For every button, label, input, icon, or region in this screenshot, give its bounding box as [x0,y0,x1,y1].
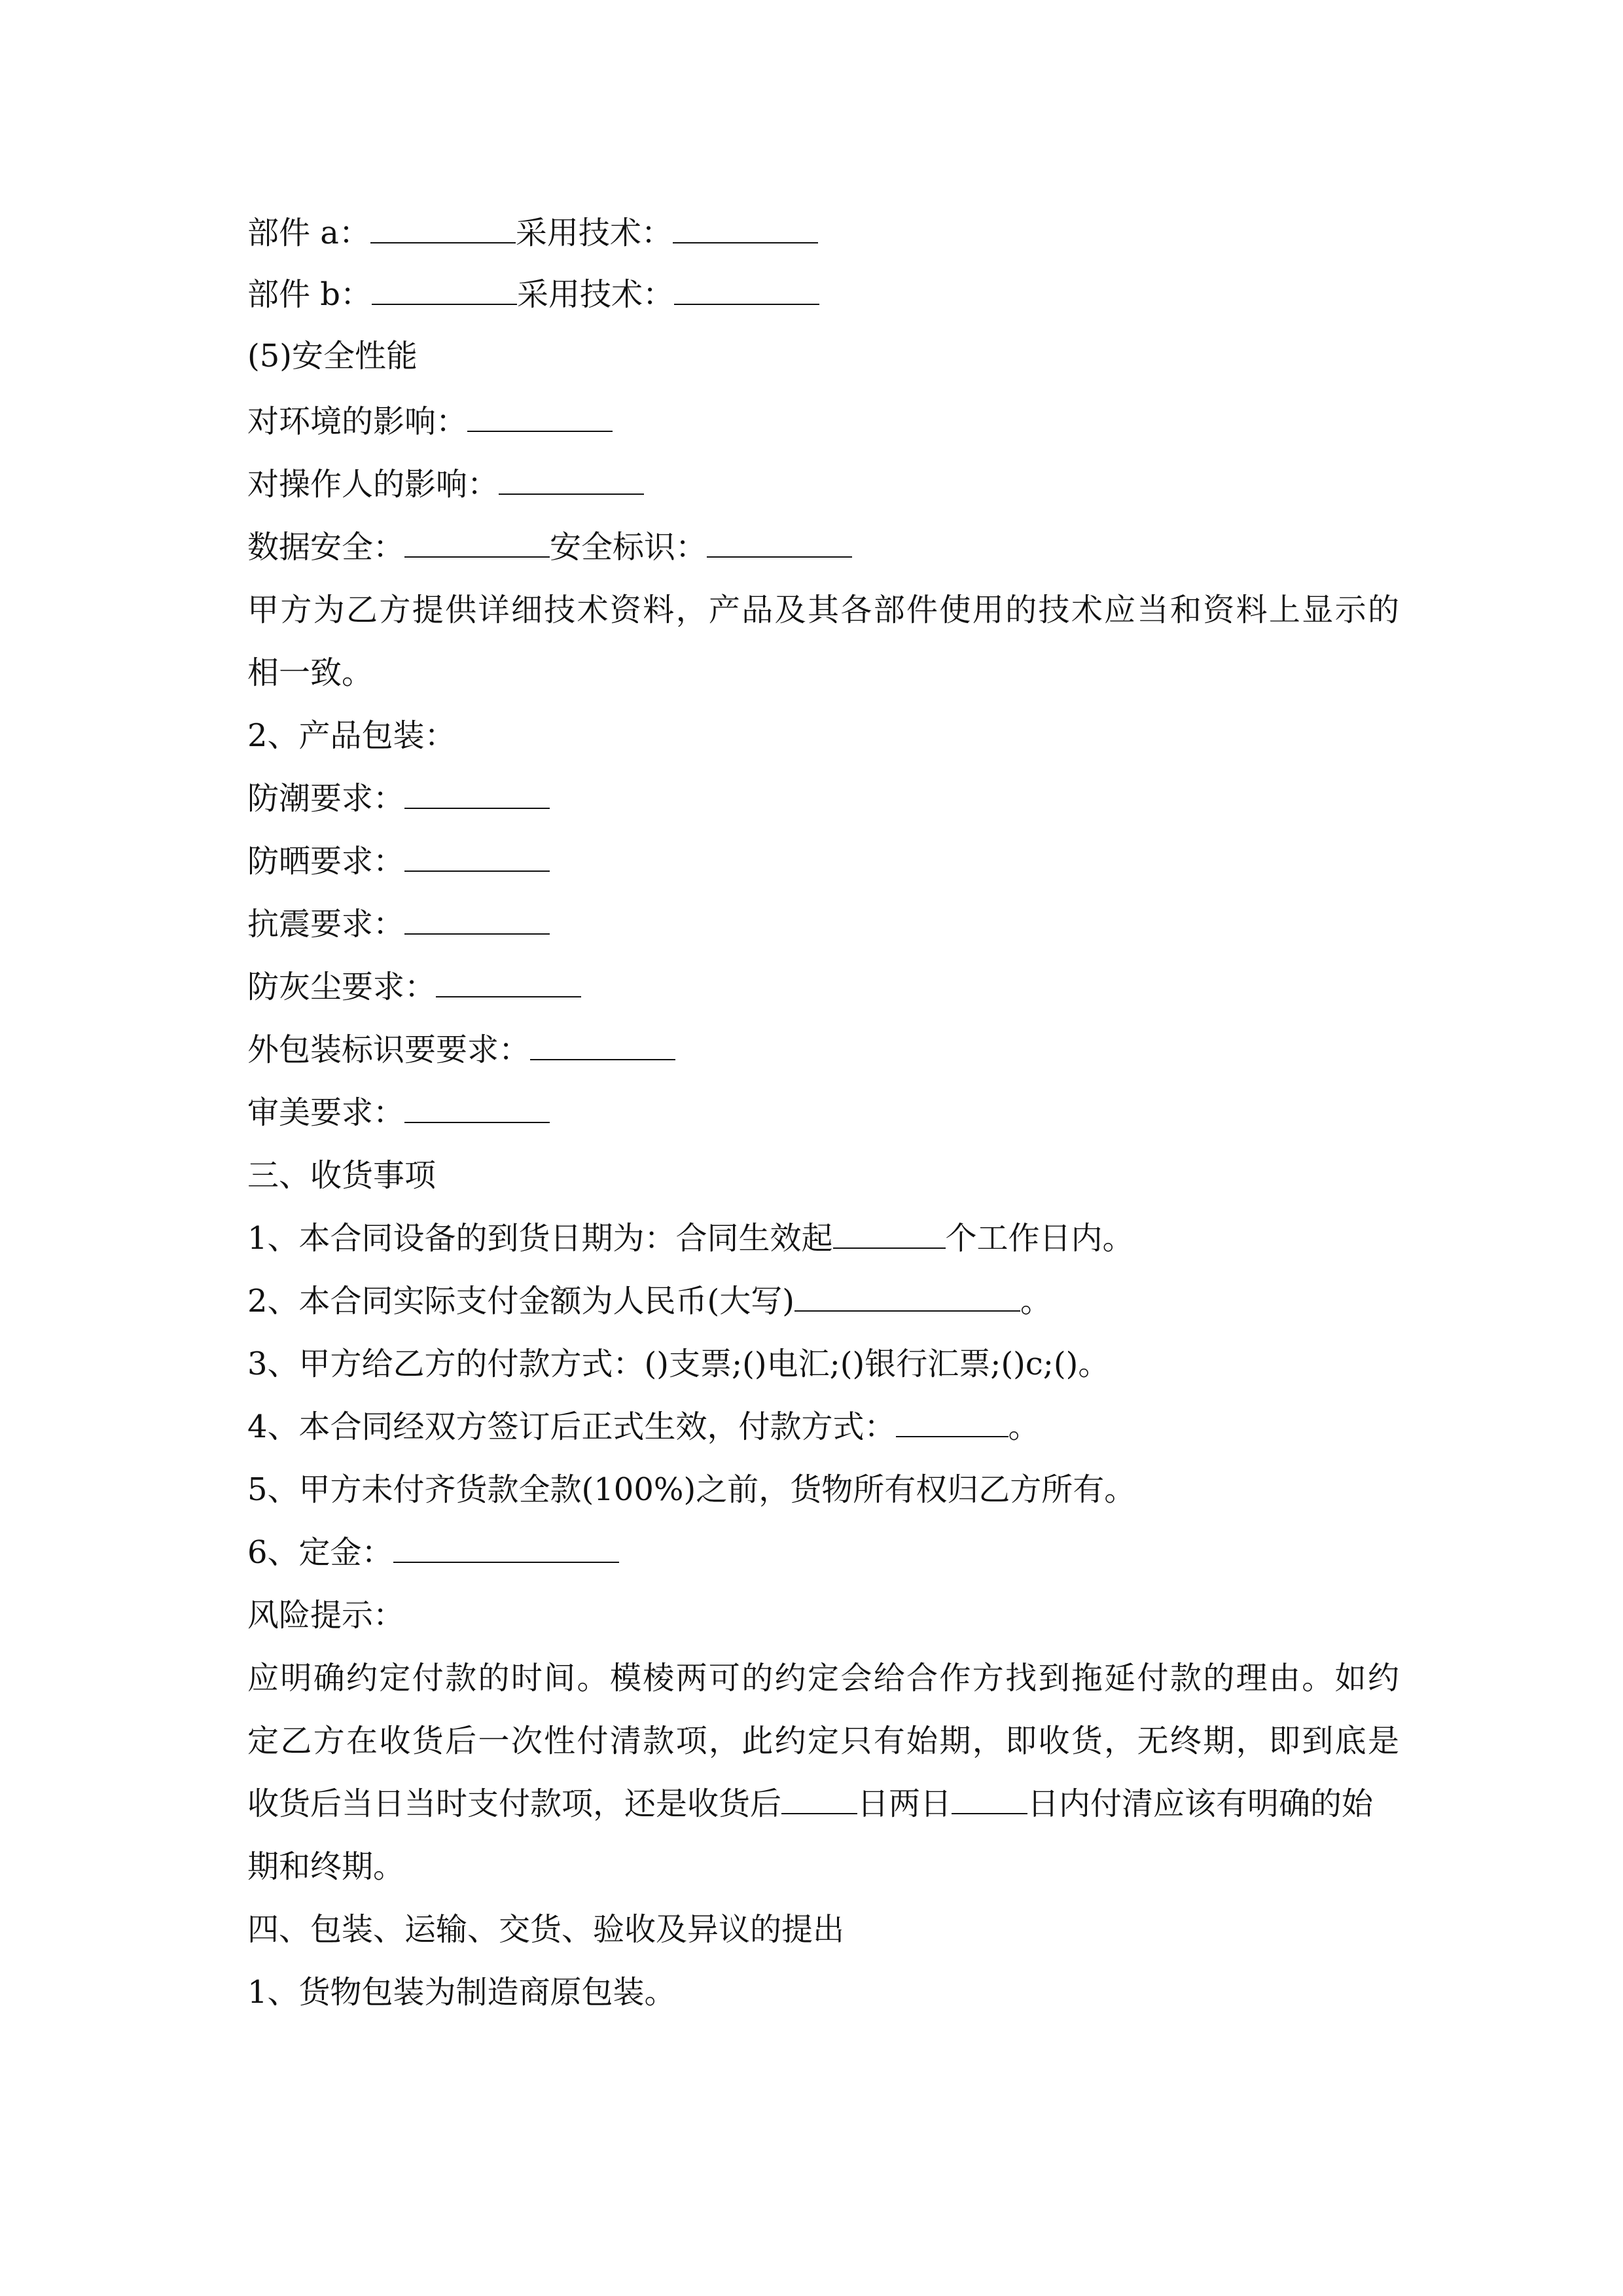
receipt-item-6: 6、定金： [247,1533,1399,1572]
part-a-tech-blank[interactable] [673,215,818,243]
delivery-days-blank[interactable] [833,1220,946,1249]
days-blank-1[interactable] [781,1785,857,1814]
risk-paragraph-line-3: 收货后当日当时支付款项，还是收货后 日两日 日内付清应该有明确的始 [247,1785,1374,1822]
env-impact-line: 对环境的影响： [247,402,1399,441]
moisture-line: 防潮要求： [247,779,1399,818]
receipt-item-1: 1、本合同设备的到货日期为：合同生效起 个工作日内。 [247,1220,1134,1257]
env-impact-blank[interactable] [467,403,613,432]
sun-line: 防晒要求： [247,842,1399,881]
operator-impact-line: 对操作人的影响： [247,465,1399,504]
dust-line: 防灰尘要求： [247,967,1399,1007]
risk-paragraph-line-1: 应明确约定付款的时间。模棱两可的约定会给合作方找到拖延付款的理由。如约 [247,1660,1399,1696]
tech-paragraph-line-1: 甲方为乙方提供详细技术资料，产品及其各部件使用的技术应当和资料上显示的 [247,592,1399,628]
section-4-heading: 四、包装、运输、交货、验收及异议的提出 [247,1911,845,1948]
receipt-heading: 三、收货事项 [247,1157,437,1194]
shock-line: 抗震要求： [247,905,1399,944]
part-b-blank[interactable] [372,276,517,305]
operator-impact-blank[interactable] [499,466,644,495]
part-b-line: 部件 b： 采用技术： [247,275,1399,314]
risk-heading: 风险提示： [247,1597,405,1634]
receipt-item-5: 5、甲方未付齐货款全款(100%)之前，货物所有权归乙方所有。 [247,1471,1136,1508]
data-security-line: 数据安全： 安全标识： [247,528,1399,567]
receipt-item-4: 4、本合同经双方签订后正式生效，付款方式： 。 [247,1408,1040,1445]
sun-blank[interactable] [404,843,550,872]
aesthetic-blank[interactable] [404,1094,550,1123]
dust-blank[interactable] [436,969,581,997]
aesthetic-line: 审美要求： [247,1093,1399,1132]
shock-blank[interactable] [404,906,550,935]
amount-blank[interactable] [794,1283,1020,1312]
outer-label-blank[interactable] [530,1031,675,1060]
part-a-line: 部件 a： 采用技术： [247,213,1399,253]
tech-paragraph-line-2: 相一致。 [247,655,374,691]
receipt-item-2: 2、本合同实际支付金额为人民币(大写) 。 [247,1283,1052,1319]
outer-label-line: 外包装标识要要求： [247,1030,1399,1069]
section-4-item-1: 1、货物包装为制造商原包装。 [247,1974,676,2011]
packaging-heading: 2、产品包装： [247,717,456,754]
data-security-blank[interactable] [404,529,550,558]
payment-method-blank[interactable] [896,1408,1008,1437]
risk-paragraph-line-4: 期和终期。 [247,1848,405,1885]
safety-heading: (5)安全性能 [247,338,418,374]
deposit-blank[interactable] [393,1534,619,1563]
part-a-blank[interactable] [370,215,516,243]
part-b-tech-blank[interactable] [674,276,819,305]
receipt-item-3: 3、甲方给乙方的付款方式：()支票;()电汇;()银行汇票;()c;()。 [247,1346,1110,1382]
risk-paragraph-line-2: 定乙方在收货后一次性付清款项，此约定只有始期，即收货，无终期，即到底是 [247,1723,1399,1759]
safety-mark-blank[interactable] [707,529,852,558]
moisture-blank[interactable] [404,780,550,809]
days-blank-2[interactable] [952,1785,1027,1814]
